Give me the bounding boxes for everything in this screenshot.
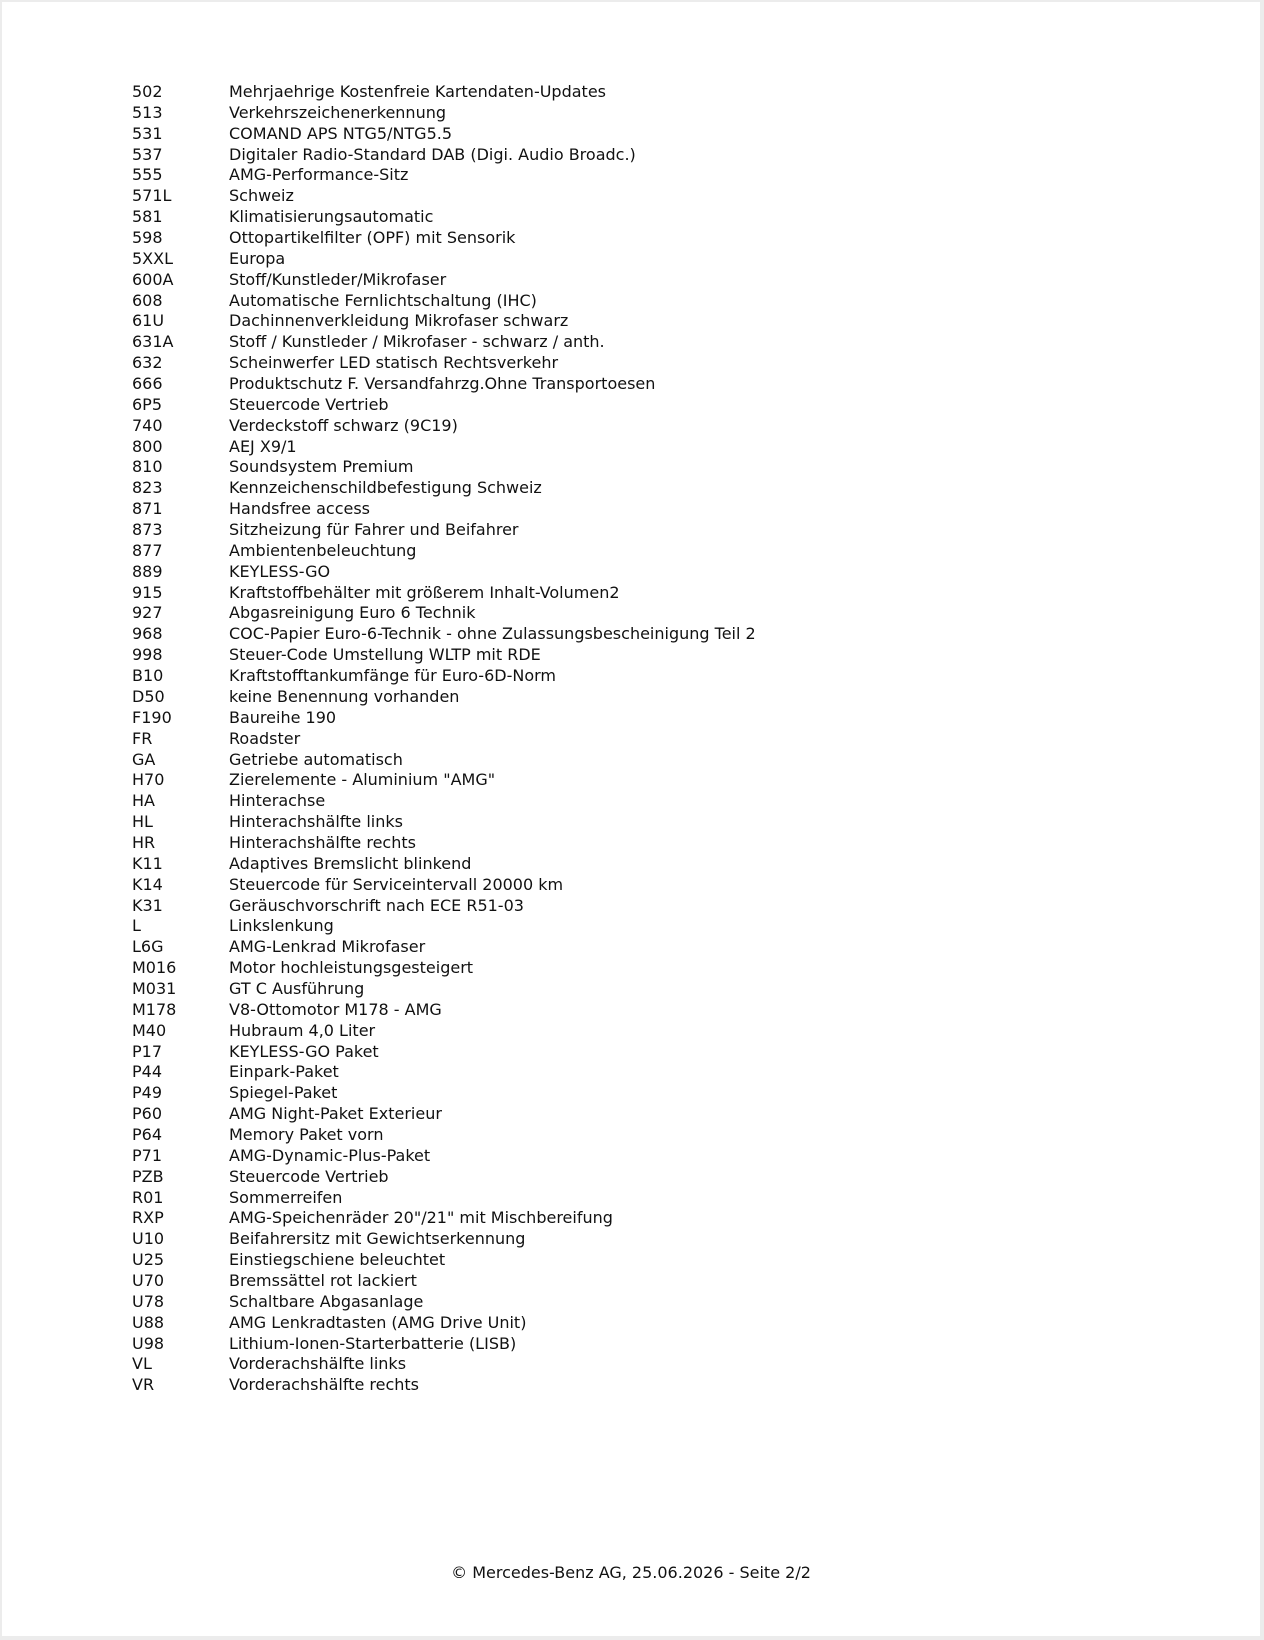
list-item xyxy=(132,1000,756,1021)
equipment-description: Mehrjaehrige Kostenfreie Kartendaten-Updates xyxy=(229,82,606,101)
equipment-code: M031 xyxy=(132,978,177,998)
equipment-description: AMG-Performance-Sitz xyxy=(229,165,409,185)
equipment-description: Einpark-Paket xyxy=(229,1062,339,1082)
list-item xyxy=(132,1375,756,1396)
equipment-code: 740 xyxy=(132,415,163,435)
equipment-code: 927 xyxy=(132,603,163,623)
list-item xyxy=(132,82,756,103)
list-item xyxy=(132,812,756,833)
equipment-description: Vorderachshälfte rechts xyxy=(229,1375,420,1395)
equipment-description: Steuercode Vertrieb xyxy=(229,394,389,414)
list-item xyxy=(132,1021,756,1042)
equipment-description: Steuer-Code Umstellung WLTP mit RDE xyxy=(229,645,541,665)
list-item xyxy=(132,145,756,166)
equipment-code: 632 xyxy=(132,353,163,373)
list-item xyxy=(132,228,756,249)
equipment-description: Spiegel-Paket xyxy=(229,1083,338,1103)
equipment-code: 6P5 xyxy=(132,394,163,414)
equipment-code: PZB xyxy=(132,1166,164,1186)
equipment-code: P44 xyxy=(132,1062,163,1082)
list-item xyxy=(132,1104,756,1125)
equipment-code: L xyxy=(132,916,141,936)
equipment-description: Roadster xyxy=(229,728,301,748)
list-item xyxy=(132,645,756,666)
equipment-code: 5XXL xyxy=(132,248,174,268)
equipment-description: Adaptives Bremslicht blinkend xyxy=(229,853,472,873)
equipment-code: K31 xyxy=(132,895,163,915)
equipment-code: 61U xyxy=(132,311,165,331)
equipment-code: U78 xyxy=(132,1291,165,1311)
equipment-description: Getriebe automatisch xyxy=(229,749,403,769)
list-item xyxy=(132,875,756,896)
equipment-code: 889 xyxy=(132,561,163,581)
document-page xyxy=(2,2,1260,1636)
list-item xyxy=(132,562,756,583)
list-item xyxy=(132,1083,756,1104)
equipment-description: AMG Lenkradtasten (AMG Drive Unit) xyxy=(229,1312,527,1332)
equipment-code: U10 xyxy=(132,1229,165,1249)
equipment-description: keine Benennung vorhanden xyxy=(229,686,460,706)
equipment-description: V8-Ottomotor M178 - AMG xyxy=(229,999,442,1019)
equipment-code: R01 xyxy=(132,1187,164,1207)
equipment-description: AMG-Speichenräder 20"/21" mit Mischbereifung xyxy=(229,1208,613,1228)
equipment-description: GT C Ausführung xyxy=(229,978,365,998)
list-item xyxy=(132,770,756,791)
list-item xyxy=(132,937,756,958)
equipment-description: Hinterachshälfte links xyxy=(229,812,403,832)
equipment-description: Kennzeichenschildbefestigung Schweiz xyxy=(229,478,542,498)
equipment-code: 581 xyxy=(132,207,163,227)
equipment-code: K14 xyxy=(132,874,163,894)
equipment-code: HR xyxy=(132,832,156,852)
equipment-code: F190 xyxy=(132,707,172,727)
list-item xyxy=(132,1167,756,1188)
list-item xyxy=(132,624,756,645)
equipment-description: Sitzheizung für Fahrer und Beifahrer xyxy=(229,520,519,540)
list-item xyxy=(132,854,756,875)
equipment-code: M40 xyxy=(132,1020,167,1040)
equipment-code: 502 xyxy=(132,82,163,101)
equipment-description: AMG Night-Paket Exterieur xyxy=(229,1104,442,1124)
equipment-code: P49 xyxy=(132,1083,163,1103)
list-item xyxy=(132,1229,756,1250)
equipment-description: Motor hochleistungsgesteigert xyxy=(229,958,474,978)
equipment-description: Linkslenkung xyxy=(229,916,334,936)
equipment-code: 571L xyxy=(132,186,172,206)
list-item xyxy=(132,207,756,228)
list-item xyxy=(132,124,756,145)
list-item xyxy=(132,1062,756,1083)
equipment-code: VL xyxy=(132,1354,152,1374)
equipment-code: VR xyxy=(132,1375,155,1395)
equipment-code: 877 xyxy=(132,540,163,560)
equipment-code: D50 xyxy=(132,686,165,706)
list-item xyxy=(132,1125,756,1146)
list-item xyxy=(132,332,756,353)
list-item xyxy=(132,499,756,520)
list-item xyxy=(132,1292,756,1313)
list-item xyxy=(132,1146,756,1167)
equipment-description: Abgasreinigung Euro 6 Technik xyxy=(229,603,476,623)
equipment-description: AEJ X9/1 xyxy=(229,436,297,456)
equipment-description: Kraftstofftankumfänge für Euro-6D-Norm xyxy=(229,666,556,686)
equipment-code: 598 xyxy=(132,228,163,248)
equipment-code: FR xyxy=(132,728,153,748)
equipment-code: K11 xyxy=(132,853,163,873)
equipment-code: B10 xyxy=(132,666,164,686)
equipment-code: GA xyxy=(132,749,156,769)
list-item xyxy=(132,291,756,312)
equipment-code: RXP xyxy=(132,1208,164,1228)
equipment-code: H70 xyxy=(132,770,165,790)
equipment-description: Vorderachshälfte links xyxy=(229,1354,407,1374)
list-item xyxy=(132,186,756,207)
equipment-description: Digitaler Radio-Standard DAB (Digi. Audio Broadc.) xyxy=(229,144,636,164)
equipment-code: 873 xyxy=(132,520,163,540)
list-item xyxy=(132,249,756,270)
equipment-description: Ambientenbeleuchtung xyxy=(229,540,417,560)
equipment-description: Steuercode Vertrieb xyxy=(229,1166,389,1186)
list-item xyxy=(132,270,756,291)
list-item xyxy=(132,416,756,437)
list-item xyxy=(132,457,756,478)
list-item xyxy=(132,1250,756,1271)
list-item xyxy=(132,958,756,979)
equipment-description: Einstiegschiene beleuchtet xyxy=(229,1250,446,1270)
equipment-description: Bremssättel rot lackiert xyxy=(229,1270,417,1290)
equipment-description: Hubraum 4,0 Liter xyxy=(229,1020,376,1040)
list-item xyxy=(132,666,756,687)
equipment-code: 810 xyxy=(132,457,163,477)
list-item xyxy=(132,687,756,708)
equipment-description: Automatische Fernlichtschaltung (IHC) xyxy=(229,290,537,310)
list-item xyxy=(132,1208,756,1229)
equipment-description: Beifahrersitz mit Gewichtserkennung xyxy=(229,1229,526,1249)
equipment-code: 631A xyxy=(132,332,174,352)
equipment-description: COC-Papier Euro-6-Technik - ohne Zulassungsbescheinigung Teil 2 xyxy=(229,624,756,644)
list-item xyxy=(132,1271,756,1292)
equipment-code: 513 xyxy=(132,102,163,122)
equipment-description: Memory Paket vorn xyxy=(229,1124,384,1144)
list-item xyxy=(132,791,756,812)
equipment-description: Sommerreifen xyxy=(229,1187,343,1207)
equipment-description: Lithium-Ionen-Starterbatterie (LISB) xyxy=(229,1333,517,1353)
list-item xyxy=(132,916,756,937)
equipment-description: Ottopartikelfilter (OPF) mit Sensorik xyxy=(229,228,516,248)
list-item xyxy=(132,979,756,1000)
list-item xyxy=(132,750,756,771)
equipment-description: Hinterachse xyxy=(229,791,326,811)
list-item xyxy=(132,437,756,458)
equipment-description: Schaltbare Abgasanlage xyxy=(229,1291,424,1311)
equipment-description: Verdeckstoff schwarz (9C19) xyxy=(229,415,458,435)
list-item xyxy=(132,1334,756,1355)
equipment-description: Stoff / Kunstleder / Mikrofaser - schwarz / anth. xyxy=(229,332,605,352)
equipment-description: Baureihe 190 xyxy=(229,707,337,727)
equipment-description: Europa xyxy=(229,248,286,268)
list-item xyxy=(132,395,756,416)
equipment-code: 915 xyxy=(132,582,163,602)
equipment-description: AMG-Dynamic-Plus-Paket xyxy=(229,1145,431,1165)
equipment-code: 555 xyxy=(132,165,163,185)
equipment-description: Schweiz xyxy=(229,186,294,206)
list-item xyxy=(132,311,756,332)
equipment-description: Soundsystem Premium xyxy=(229,457,414,477)
equipment-code-list xyxy=(132,82,756,1396)
equipment-code: P60 xyxy=(132,1104,163,1124)
list-item xyxy=(132,896,756,917)
equipment-code: 531 xyxy=(132,123,163,143)
equipment-code: 666 xyxy=(132,374,163,394)
equipment-description: Steuercode für Serviceintervall 20000 km xyxy=(229,874,564,894)
equipment-description: Kraftstoffbehälter mit größerem Inhalt-Volumen2 xyxy=(229,582,620,602)
list-item xyxy=(132,1042,756,1063)
list-item xyxy=(132,353,756,374)
equipment-code: 998 xyxy=(132,645,163,665)
equipment-description: Geräuschvorschrift nach ECE R51-03 xyxy=(229,895,524,915)
equipment-code: M178 xyxy=(132,999,177,1019)
list-item xyxy=(132,1188,756,1209)
list-item xyxy=(132,478,756,499)
equipment-description: Zierelemente - Aluminium "AMG" xyxy=(229,770,496,790)
equipment-description: Hinterachshälfte rechts xyxy=(229,832,416,852)
equipment-description: Verkehrszeichenerkennung xyxy=(229,102,447,122)
equipment-code: U88 xyxy=(132,1312,165,1332)
page-footer: © Mercedes-Benz AG, 25.06.2026 - Seite 2/2 xyxy=(451,1563,811,1582)
equipment-code: M016 xyxy=(132,958,177,978)
equipment-code: U98 xyxy=(132,1333,165,1353)
list-item xyxy=(132,603,756,624)
equipment-code: U70 xyxy=(132,1270,165,1290)
equipment-code: 600A xyxy=(132,269,174,289)
equipment-code: HL xyxy=(132,812,153,832)
equipment-code: 537 xyxy=(132,144,163,164)
equipment-code: P71 xyxy=(132,1145,163,1165)
list-item xyxy=(132,708,756,729)
equipment-description: KEYLESS-GO xyxy=(229,561,331,581)
equipment-code: U25 xyxy=(132,1250,165,1270)
equipment-code: 871 xyxy=(132,499,163,519)
equipment-code: HA xyxy=(132,791,155,811)
list-item xyxy=(132,103,756,124)
equipment-description: Handsfree access xyxy=(229,499,371,519)
list-item xyxy=(132,729,756,750)
list-item xyxy=(132,833,756,854)
equipment-code: 968 xyxy=(132,624,163,644)
equipment-code: P17 xyxy=(132,1041,163,1061)
equipment-description: Dachinnenverkleidung Mikrofaser schwarz xyxy=(229,311,569,331)
equipment-description: Stoff/Kunstleder/Mikrofaser xyxy=(229,269,447,289)
list-item xyxy=(132,541,756,562)
equipment-description: Scheinwerfer LED statisch Rechtsverkehr xyxy=(229,353,559,373)
equipment-code: 800 xyxy=(132,436,163,456)
equipment-description: Produktschutz F. Versandfahrzg.Ohne Transportoesen xyxy=(229,374,656,394)
list-item xyxy=(132,583,756,604)
equipment-code: 823 xyxy=(132,478,163,498)
list-item xyxy=(132,1313,756,1334)
list-item xyxy=(132,374,756,395)
list-item xyxy=(132,165,756,186)
equipment-description: AMG-Lenkrad Mikrofaser xyxy=(229,937,426,957)
equipment-description: Klimatisierungsautomatic xyxy=(229,207,434,227)
equipment-description: KEYLESS-GO Paket xyxy=(229,1041,379,1061)
equipment-description: COMAND APS NTG5/NTG5.5 xyxy=(229,123,453,143)
equipment-code: 608 xyxy=(132,290,163,310)
equipment-code: P64 xyxy=(132,1124,163,1144)
equipment-code: L6G xyxy=(132,937,164,957)
list-item xyxy=(132,1354,756,1375)
list-item xyxy=(132,520,756,541)
